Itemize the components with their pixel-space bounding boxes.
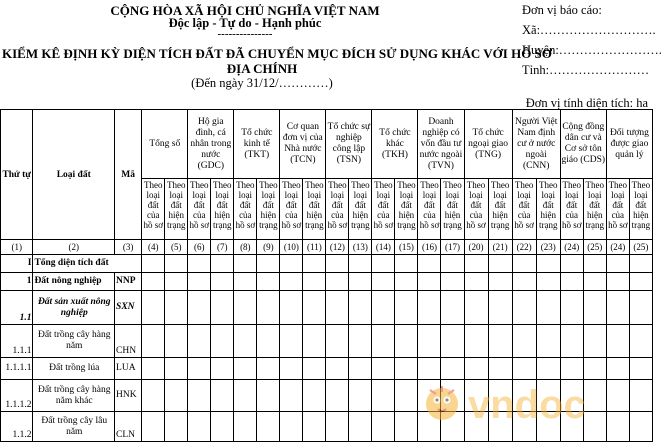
col-number: (3) [115, 240, 142, 255]
table-row [1, 325, 653, 358]
col-number: (11) [303, 240, 326, 255]
watermark-text: vndoc [468, 383, 586, 427]
subcol-record: Theo loại đất của hồ sơ [326, 179, 349, 240]
group-managed: Đối tượng được giao quản lý [606, 110, 652, 179]
row-code: NNP [115, 273, 142, 291]
row-code: HNK [115, 380, 142, 412]
subcol-current: Theo loại đất hiện trạng [583, 179, 606, 240]
col-number: (24) [560, 240, 583, 255]
col-number: (5) [165, 240, 188, 255]
col-number: (7) [211, 240, 234, 255]
row-land-type: Đất trồng cây hàng năm [33, 325, 115, 358]
subcol-current: Theo loại đất hiện trạng [257, 179, 280, 240]
col-number: (10) [280, 240, 303, 255]
table-row [1, 291, 653, 325]
group-tvn: Doanh nghiệp có vốn đầu tư nước ngoài (TVN) [418, 110, 464, 179]
col-number: (25) [629, 240, 652, 255]
row-land-type: Đất nông nghiệp [33, 273, 115, 291]
subcol-current: Theo loại đất hiện trạng [536, 179, 560, 240]
row-land-type: Đất sản xuất nông nghiệp [33, 291, 115, 325]
column-number-row [1, 240, 653, 255]
document-title-line2: ĐỊA CHÍNH [226, 61, 298, 76]
vndoc-watermark [418, 372, 648, 428]
col-number: (22) [512, 240, 536, 255]
row-no: 1.1.1 [1, 325, 33, 358]
report-unit-label: Đơn vị báo cáo: [522, 3, 602, 17]
header-order: Thứ tự [1, 110, 33, 240]
commune-field: Xã:………………………. [522, 23, 656, 37]
table-row [1, 255, 653, 273]
group-tcn: Cơ quan đơn vị của Nhà nước (TCN) [280, 110, 326, 179]
subcol-record: Theo loại đất của hồ sơ [418, 179, 441, 240]
row-land-type: Đất trồng lúa [33, 358, 115, 380]
col-number: (4) [142, 240, 165, 255]
separator: --------------- [217, 28, 273, 40]
row-no: 1.1.1.2 [1, 380, 33, 412]
col-number: (15) [395, 240, 418, 255]
header-land-type: Loại đất [33, 110, 115, 240]
col-number: (23) [536, 240, 560, 255]
subcol-current: Theo loại đất hiện trạng [303, 179, 326, 240]
subcol-current: Theo loại đất hiện trạng [165, 179, 188, 240]
col-number: (25) [583, 240, 606, 255]
country-name: CỘNG HÒA XÃ HỘI CHỦ NGHĨA VIỆT NAM [110, 3, 380, 18]
group-tkh: Tổ chức khác (TKH) [372, 110, 418, 179]
group-cds: Cộng đồng dân cư và Cơ sở tôn giáo (CDS) [560, 110, 606, 179]
col-number: (21) [488, 240, 512, 255]
province-field: Tỉnh:…………………… [522, 63, 650, 77]
col-number: (2) [33, 240, 115, 255]
header-code: Mã [115, 110, 142, 240]
subcol-record: Theo loại đất của hồ sơ [606, 179, 629, 240]
col-number: (6) [188, 240, 211, 255]
group-gdc: Hộ gia đình, cá nhân trong nước (GDC) [188, 110, 234, 179]
row-no: I [1, 255, 33, 273]
district-field: Huyện:……………………. [522, 43, 662, 57]
group-total: Tổng số [142, 110, 188, 179]
subcol-record: Theo loại đất của hồ sơ [188, 179, 211, 240]
subcol-current: Theo loại đất hiện trạng [629, 179, 652, 240]
col-number: (24) [606, 240, 629, 255]
subcol-record: Theo loại đất của hồ sơ [560, 179, 583, 240]
subcol-record: Theo loại đất của hồ sơ [142, 179, 165, 240]
row-code: SXN [115, 291, 142, 325]
row-code: CLN [115, 412, 142, 442]
row-no: 1.1 [1, 291, 33, 325]
group-cnn: Người Việt Nam định cư ở nước ngoài (CNN) [512, 110, 560, 179]
group-tng: Tổ chức ngoại giao (TNG) [464, 110, 512, 179]
report-date: (Đến ngày 31/12/…………) [191, 76, 333, 90]
col-number: (14) [372, 240, 395, 255]
subcol-record: Theo loại đất của hồ sơ [464, 179, 488, 240]
row-no: 1.1.1.1 [1, 358, 33, 380]
col-number: (13) [349, 240, 372, 255]
subcol-record: Theo loại đất của hồ sơ [280, 179, 303, 240]
row-land-type: Tổng diện tích đất [33, 255, 142, 273]
col-number: (17) [441, 240, 464, 255]
col-number: (1) [1, 240, 33, 255]
subcol-record: Theo loại đất của hồ sơ [372, 179, 395, 240]
subcol-current: Theo loại đất hiện trạng [211, 179, 234, 240]
row-no: 1 [1, 273, 33, 291]
col-number: (16) [418, 240, 441, 255]
area-unit: Đơn vị tính diện tích: ha [525, 96, 648, 110]
group-tsn: Tổ chức sự nghiệp công lập (TSN) [326, 110, 372, 179]
row-land-type: Đất trồng cây lâu năm [33, 412, 115, 442]
motto: Độc lập - Tự do - Hạnh phúc [168, 16, 322, 30]
document-title: KIỂM KÊ ĐỊNH KỲ DIỆN TÍCH ĐẤT ĐÃ CHUYỂN MỤC ĐÍCH SỬ DỤNG KHÁC VỚI HỒ SƠ [2, 46, 552, 61]
col-number: (20) [464, 240, 488, 255]
subcol-record: Theo loại đất của hồ sơ [234, 179, 257, 240]
col-number: (9) [257, 240, 280, 255]
subcol-record: Theo loại đất của hồ sơ [512, 179, 536, 240]
col-number: (12) [326, 240, 349, 255]
row-land-type: Đất trồng cây hàng năm khác [33, 380, 115, 412]
row-code: LUA [115, 358, 142, 380]
group-tkt: Tổ chức kinh tế (TKT) [234, 110, 280, 179]
row-code: CHN [115, 325, 142, 358]
col-number: (8) [234, 240, 257, 255]
table-row [1, 273, 653, 291]
row-no: 1.1.2 [1, 412, 33, 442]
subcol-current: Theo loại đất hiện trạng [395, 179, 418, 240]
subcol-current: Theo loại đất hiện trạng [349, 179, 372, 240]
subcol-current: Theo loại đất hiện trạng [441, 179, 464, 240]
subcol-current: Theo loại đất hiện trạng [488, 179, 512, 240]
